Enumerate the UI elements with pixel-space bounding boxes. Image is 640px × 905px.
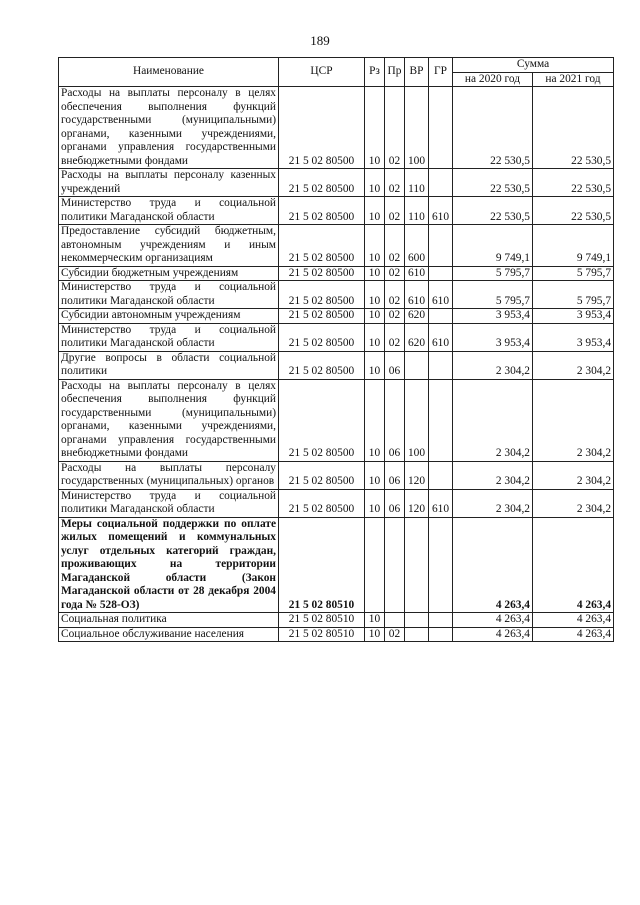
row-vr: 100: [405, 87, 429, 169]
row-csr: 21 5 02 80500: [279, 169, 365, 197]
row-rz: 10: [365, 281, 385, 309]
row-sum-2021: 22 530,5: [533, 169, 614, 197]
row-name: Социальная политика: [59, 613, 279, 628]
row-sum-2020: 4 263,4: [453, 627, 533, 642]
row-rz: 10: [365, 461, 385, 489]
row-gr: [429, 225, 453, 267]
table-row: [59, 517, 614, 613]
row-pr: 02: [385, 281, 405, 309]
row-csr: 21 5 02 80500: [279, 281, 365, 309]
row-rz: 10: [365, 351, 385, 379]
row-pr: 06: [385, 379, 405, 461]
row-gr: [429, 461, 453, 489]
row-vr: 120: [405, 461, 429, 489]
row-name: Расходы на выплаты персоналу казенных учреждений: [59, 169, 279, 197]
row-pr: 02: [385, 169, 405, 197]
row-name: Меры социальной поддержки по оплате жилых помещений и коммунальных услуг отдельных категорий граждан, проживающих на территории Магаданской области (Закон Магаданской области от 28 декабря 2004 года № 528-ОЗ): [59, 517, 279, 613]
row-csr: 21 5 02 80500: [279, 266, 365, 281]
row-sum-2020: 22 530,5: [453, 197, 533, 225]
row-rz: 10: [365, 87, 385, 169]
row-sum-2020: 22 530,5: [453, 169, 533, 197]
row-csr: 21 5 02 80500: [279, 379, 365, 461]
table-row: [59, 87, 614, 169]
row-gr: 610: [429, 489, 453, 517]
header-gr: ГР: [429, 58, 453, 87]
row-csr: 21 5 02 80500: [279, 489, 365, 517]
header-name: Наименование: [59, 58, 279, 87]
header-sum: Сумма: [453, 58, 614, 73]
row-pr: 02: [385, 627, 405, 642]
row-vr: 610: [405, 281, 429, 309]
table-row: [59, 461, 614, 489]
row-gr: [429, 517, 453, 613]
row-pr: 06: [385, 351, 405, 379]
row-name: Министерство труда и социальной политики Магаданской области: [59, 489, 279, 517]
row-vr: 110: [405, 197, 429, 225]
row-sum-2020: 3 953,4: [453, 323, 533, 351]
row-vr: 100: [405, 379, 429, 461]
row-pr: 02: [385, 323, 405, 351]
row-sum-2021: 2 304,2: [533, 351, 614, 379]
header-year-2021: на 2021 год: [533, 72, 614, 87]
row-rz: 10: [365, 225, 385, 267]
row-rz: 10: [365, 627, 385, 642]
row-pr: 06: [385, 489, 405, 517]
row-name: Министерство труда и социальной политики Магаданской области: [59, 281, 279, 309]
row-vr: [405, 351, 429, 379]
row-pr: 02: [385, 266, 405, 281]
row-vr: 120: [405, 489, 429, 517]
row-csr: 21 5 02 80500: [279, 351, 365, 379]
header-rz: Рз: [365, 58, 385, 87]
row-csr: 21 5 02 80500: [279, 461, 365, 489]
row-sum-2020: 2 304,2: [453, 461, 533, 489]
row-csr: 21 5 02 80500: [279, 225, 365, 267]
header-vr: ВР: [405, 58, 429, 87]
row-sum-2020: 22 530,5: [453, 87, 533, 169]
row-gr: [429, 87, 453, 169]
table-header: [59, 58, 614, 87]
row-vr: 610: [405, 266, 429, 281]
row-csr: 21 5 02 80510: [279, 613, 365, 628]
header-pr: Пр: [385, 58, 405, 87]
row-csr: 21 5 02 80500: [279, 323, 365, 351]
row-vr: 620: [405, 323, 429, 351]
row-sum-2020: 4 263,4: [453, 613, 533, 628]
table-row: [59, 266, 614, 281]
row-vr: 620: [405, 309, 429, 324]
row-name: Другие вопросы в области социальной политики: [59, 351, 279, 379]
row-sum-2021: 2 304,2: [533, 489, 614, 517]
row-sum-2021: 4 263,4: [533, 517, 614, 613]
row-name: Социальное обслуживание населения: [59, 627, 279, 642]
row-gr: [429, 351, 453, 379]
row-pr: 02: [385, 197, 405, 225]
row-sum-2020: 2 304,2: [453, 351, 533, 379]
row-sum-2021: 2 304,2: [533, 379, 614, 461]
row-csr: 21 5 02 80500: [279, 197, 365, 225]
table-row: [59, 309, 614, 324]
row-csr: 21 5 02 80500: [279, 309, 365, 324]
row-sum-2020: 5 795,7: [453, 266, 533, 281]
row-name: Министерство труда и социальной политики Магаданской области: [59, 323, 279, 351]
row-pr: [385, 517, 405, 613]
row-sum-2020: 2 304,2: [453, 379, 533, 461]
row-gr: 610: [429, 197, 453, 225]
row-sum-2021: 4 263,4: [533, 627, 614, 642]
row-sum-2020: 3 953,4: [453, 309, 533, 324]
row-gr: [429, 613, 453, 628]
row-sum-2020: 9 749,1: [453, 225, 533, 267]
row-vr: [405, 613, 429, 628]
budget-table: [58, 57, 614, 642]
header-csr: ЦСР: [279, 58, 365, 87]
row-gr: [429, 266, 453, 281]
table-row: [59, 169, 614, 197]
row-sum-2020: 5 795,7: [453, 281, 533, 309]
table-row: [59, 489, 614, 517]
row-name: Расходы на выплаты персоналу государственных (муниципальных) органов: [59, 461, 279, 489]
row-pr: 02: [385, 87, 405, 169]
row-sum-2021: 2 304,2: [533, 461, 614, 489]
page-number: 189: [310, 33, 330, 48]
table-row: [59, 613, 614, 628]
row-rz: 10: [365, 489, 385, 517]
row-rz: 10: [365, 613, 385, 628]
row-sum-2021: 3 953,4: [533, 309, 614, 324]
row-rz: 10: [365, 323, 385, 351]
row-gr: [429, 169, 453, 197]
row-gr: 610: [429, 281, 453, 309]
row-gr: [429, 309, 453, 324]
row-vr: 600: [405, 225, 429, 267]
row-rz: 10: [365, 379, 385, 461]
row-gr: [429, 379, 453, 461]
row-name: Субсидии бюджетным учреждениям: [59, 266, 279, 281]
table-row: [59, 281, 614, 309]
row-vr: 110: [405, 169, 429, 197]
row-sum-2021: 3 953,4: [533, 323, 614, 351]
row-name: Предоставление субсидий бюджетным, автономным учреждениям и иным некоммерческим организациям: [59, 225, 279, 267]
row-sum-2021: 5 795,7: [533, 281, 614, 309]
row-csr: 21 5 02 80500: [279, 87, 365, 169]
table-row: [59, 225, 614, 267]
table-row: [59, 197, 614, 225]
row-rz: [365, 517, 385, 613]
table-row: [59, 323, 614, 351]
row-csr: 21 5 02 80510: [279, 627, 365, 642]
row-vr: [405, 517, 429, 613]
row-name: Министерство труда и социальной политики Магаданской области: [59, 197, 279, 225]
row-rz: 10: [365, 309, 385, 324]
header-year-2020: на 2020 год: [453, 72, 533, 87]
row-name: Субсидии автономным учреждениям: [59, 309, 279, 324]
row-pr: 02: [385, 309, 405, 324]
row-sum-2021: 4 263,4: [533, 613, 614, 628]
row-sum-2021: 22 530,5: [533, 197, 614, 225]
row-gr: [429, 627, 453, 642]
row-rz: 10: [365, 197, 385, 225]
row-rz: 10: [365, 169, 385, 197]
row-sum-2021: 22 530,5: [533, 87, 614, 169]
row-pr: 06: [385, 461, 405, 489]
row-csr: 21 5 02 80510: [279, 517, 365, 613]
row-name: Расходы на выплаты персоналу в целях обеспечения выполнения функций государственными (муниципальными) органами, казенными учреждениями, органами управления государственными внебюджетными фондами: [59, 87, 279, 169]
row-gr: 610: [429, 323, 453, 351]
row-rz: 10: [365, 266, 385, 281]
table-row: [59, 627, 614, 642]
table-row: [59, 351, 614, 379]
row-sum-2021: 9 749,1: [533, 225, 614, 267]
row-sum-2021: 5 795,7: [533, 266, 614, 281]
table-row: [59, 379, 614, 461]
row-vr: [405, 627, 429, 642]
row-name: Расходы на выплаты персоналу в целях обеспечения выполнения функций государственными (муниципальными) органами, казенными учреждениями, органами управления государственными внебюджетными фондами: [59, 379, 279, 461]
table-body: [59, 87, 614, 642]
row-pr: 02: [385, 225, 405, 267]
row-pr: [385, 613, 405, 628]
row-sum-2020: 4 263,4: [453, 517, 533, 613]
row-sum-2020: 2 304,2: [453, 489, 533, 517]
